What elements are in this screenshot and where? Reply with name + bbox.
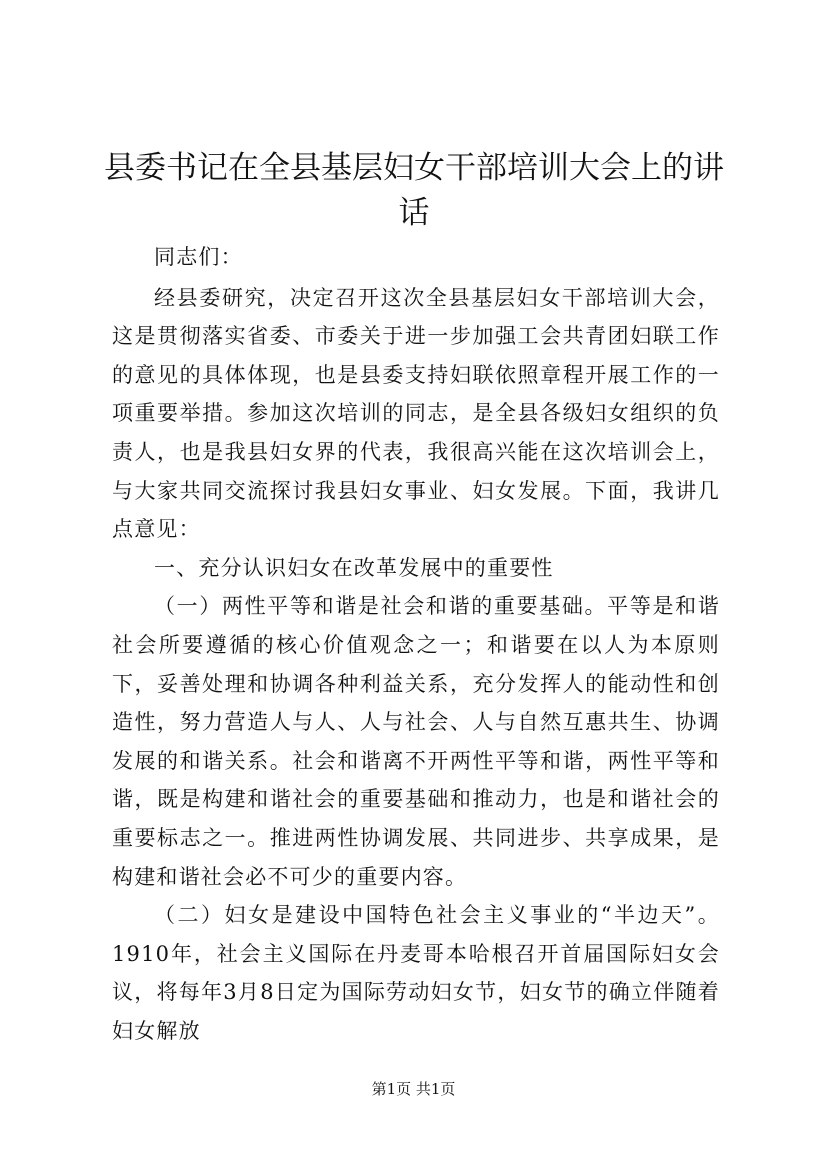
salutation-paragraph: 同志们： [154, 245, 243, 269]
document-body [112, 238, 720, 1050]
subsection-paragraph-2: （二）妇女是建设中国特色社会主义事业的“半边天”。1910年，社会主义国际在丹麦哥本哈根召开首届国际妇女会议，将每年3月8日定为国际劳动妇女节，妇女节的确立伴随着妇女解放 [112, 903, 720, 1043]
intro-paragraph: 经县委研究，决定召开这次全县基层妇女干部培训大会，这是贯彻落实省委、市委关于进一步加强工会共青团妇联工作的意见的具体体现，也是县委支持妇联依照章程开展工作的一项重要举措。参加这次培训的同志，是全县各级妇女组织的负责人，也是我县妇女界的代表，我很高兴能在这次培训会上，与大家共同交流探讨我县妇女事业、妇女发展。下面，我讲几点意见： [112, 285, 720, 542]
subsection-paragraph-1: （一）两性平等和谐是社会和谐的重要基础。平等是和谐社会所要遵循的核心价值观念之一；和谐要在以人为本原则下，妥善处理和协调各种利益关系，充分发挥人的能动性和创造性，努力营造人与人、人与社会、人与自然互惠共生、协调发展的和谐关系。社会和谐离不开两性平等和谐，两性平等和谐，既是构建和谐社会的重要基础和推动力，也是和谐社会的重要标志之一。推进两性协调发展、共同进步、共享成果，是构建和谐社会必不可少的重要内容。 [112, 594, 720, 889]
page-number-footer: 第1页 共1页 [371, 1080, 456, 1098]
section-heading: 一、充分认识妇女在改革发展中的重要性 [154, 555, 554, 580]
document-title: 县委书记在全县基层妇女干部培训大会上的讲话 [104, 150, 724, 231]
